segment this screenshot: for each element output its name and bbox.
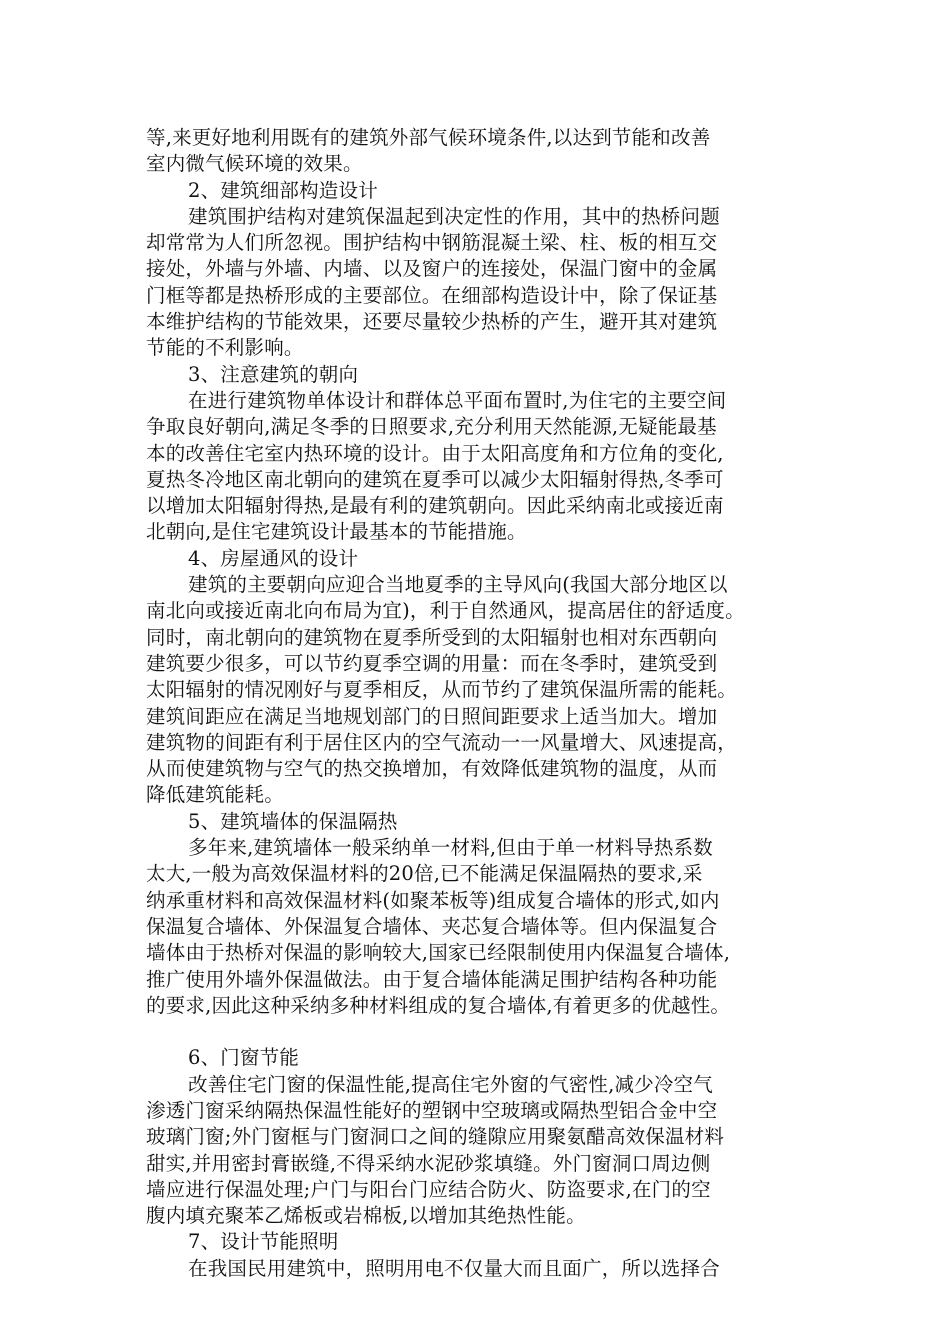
paragraph-line: 腹内填充聚苯乙烯板或岩棉板,以增加其绝热性能。 [146, 1204, 586, 1228]
paragraph-line: 多年来,建筑墙体一般采纳单一材料,但由于单一材料导热系数 [188, 836, 713, 860]
paragraph-line: 在进行建筑物单体设计和群体总平面布置时,为住宅的主要空间 [188, 388, 727, 412]
paragraph-line: 节能的不利影响。 [146, 336, 304, 360]
blank-line [146, 1019, 826, 1045]
paragraph-line: 墙体由于热桥对保温的影响较大,国家已经限制使用内保温复合墙体, [146, 941, 731, 965]
paragraph-line: 在我国民用建筑中，照明用电不仅量大而且面广，所以选择合 [188, 1256, 720, 1280]
paragraph-line: 建筑要少很多，可以节约夏季空调的用量：而在冬季时，建筑受到 [146, 651, 718, 675]
document-page [146, 125, 826, 1282]
paragraph-line: 太阳辐射的情况刚好与夏季相反，从而节约了建筑保温所需的能耗。 [146, 678, 738, 702]
intro-line: 等,来更好地利用既有的建筑外部气候环境条件,以达到节能和改善 [146, 126, 711, 149]
paragraph-line: 墙应进行保温处理;户门与阳台门应结合防火、防盗要求,在门的空 [146, 1177, 711, 1201]
section-heading: 7、设计节能照明 [188, 1230, 339, 1254]
paragraph-line: 本维护结构的节能效果，还要尽量较少热桥的产生，避开其对建筑 [146, 310, 718, 334]
intro-line: 室内微气候环境的效果。 [146, 152, 363, 176]
paragraph-line: 同时，南北朝向的建筑物在夏季所受到的太阳辐射也相对东西朝向 [146, 625, 718, 649]
paragraph-line: 本的改善住宅室内热环境的设计。由于太阳高度角和方位角的变化, [146, 441, 724, 465]
section-heading: 4、房屋通风的设计 [188, 546, 359, 570]
paragraph-line: 玻璃门窗;外门窗框与门窗洞口之间的缝隙应用聚氨醋高效保温材料 [146, 1125, 725, 1149]
paragraph-line: 推广使用外墙外保温做法。由于复合墙体能满足围护结构各种功能 [146, 967, 718, 991]
paragraph-line: 建筑间距应在满足当地规划部门的日照间距要求上适当加大。增加 [146, 704, 718, 728]
paragraph-line: 夏热冬冷地区南北朝向的建筑在夏季可以减少太阳辐射得热,冬季可 [146, 467, 724, 491]
paragraph-line: 纳承重材料和高效保温材料(如聚苯板等)组成复合墙体的形式,如内 [146, 888, 720, 912]
paragraph-line: 南北向或接近南北向布局为宜)，利于自然通风，提高居住的舒适度。 [146, 599, 745, 623]
paragraph-line: 建筑的主要朝向应迎合当地夏季的主导风向(我国大部分地区以 [188, 573, 728, 597]
section-heading: 5、建筑墙体的保温隔热 [188, 809, 398, 833]
section-heading: 2、建筑细部构造设计 [188, 178, 378, 202]
section-heading: 6、门窗节能 [188, 1046, 300, 1070]
paragraph-line: 建筑围护结构对建筑保温起到决定性的作用，其中的热桥问题 [188, 204, 720, 228]
paragraph-line: 却常常为人们所忽视。围护结构中钢筋混凝土梁、柱、板的相互交 [146, 231, 718, 255]
paragraph-line: 北朝向,是住宅建筑设计最基本的节能措施。 [146, 520, 527, 544]
paragraph-line: 降低建筑能耗。 [146, 783, 284, 807]
paragraph-line: 接处，外墙与外墙、内墙、以及窗户的连接处，保温门窗中的金属 [146, 257, 718, 281]
paragraph-line: 保温复合墙体、外保温复合墙体、夹芯复合墙体等。但内保温复合 [146, 914, 718, 938]
paragraph-line: 渗透门窗采纳隔热保温性能好的塑钢中空玻璃或隔热型铝合金中空 [146, 1098, 718, 1122]
paragraph-line: 的要求,因此这种采纳多种材料组成的复合墙体,有着更多的优越性。 [146, 993, 731, 1017]
paragraph-line: 改善住宅门窗的保温性能,提高住宅外窗的气密性,减少冷空气 [188, 1072, 713, 1096]
paragraph-line: 太大,一般为高效保温材料的20倍,已不能满足保温隔热的要求,采 [146, 862, 703, 886]
paragraph-line: 争取良好朝向,满足冬季的日照要求,充分利用天然能源,无疑能最基 [146, 415, 717, 439]
paragraph-line: 建筑物的间距有利于居住区内的空气流动一一风量增大、风速提高， [146, 730, 738, 754]
paragraph-line: 从而使建筑物与空气的热交换增加，有效降低建筑物的温度，从而 [146, 757, 718, 781]
section-heading: 3、注意建筑的朝向 [188, 362, 359, 386]
paragraph-line: 以增加太阳辐射得热,是最有利的建筑朝向。因此采纳南北或接近南 [146, 494, 724, 518]
paragraph-line: 甜实,并用密封膏嵌缝,不得采纳水泥砂浆填缝。外门窗洞口周边侧 [146, 1151, 711, 1175]
paragraph-line: 门框等都是热桥形成的主要部位。在细部构造设计中，除了保证基 [146, 283, 718, 307]
